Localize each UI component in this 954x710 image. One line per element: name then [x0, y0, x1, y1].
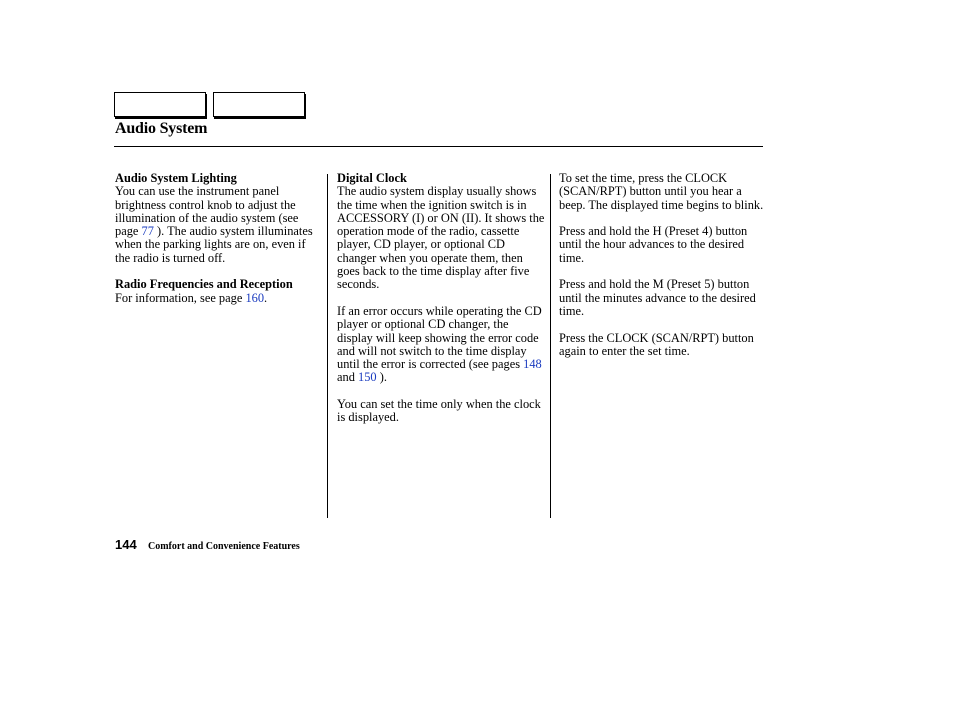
radio-info-period: .: [264, 290, 268, 305]
lighting-text-b: ). The audio system illuminates when the parking lights are on, even if the radio is turned off.: [115, 224, 313, 265]
radio-info-text: For information, see page: [115, 290, 243, 305]
page-number: 144: [115, 537, 137, 552]
set-time-step-4: Press the CLOCK (SCAN/RPT) button again to enter the set time.: [559, 330, 754, 358]
heading-digital-clock: Digital Clock: [337, 171, 407, 185]
header-tab-box-1: [114, 92, 206, 117]
section-name: Comfort and Convenience Features: [148, 541, 300, 552]
heading-radio-frequencies: Radio Frequencies and Reception: [115, 277, 293, 292]
page-link-148[interactable]: 148: [523, 357, 542, 372]
lighting-paragraph: [115, 185, 321, 265]
set-time-step-1: To set the time, press the CLOCK (SCAN/RPT) button until you hear a beep. The displayed time begins to blink.: [559, 171, 764, 212]
column-1: [115, 172, 321, 305]
set-time-step-3: Press and hold the M (Preset 5) button until the minutes advance to the desired time.: [559, 277, 756, 318]
page-link-77[interactable]: 77: [141, 224, 154, 239]
column-divider-2: [550, 174, 551, 518]
column-3: [559, 172, 764, 358]
error-text: If an error occurs while operating the CD player or optional CD changer, the display will keep showing the error code and will not switch to the time display until the error is corrected (see pages: [337, 303, 542, 372]
clock-display-paragraph: The audio system display usually shows the time when the ignition switch is in ACCESSORY (I) or ON (II). It shows the operation mode of the radio, cassette player, CD player, or optional CD changer when you operate them, then goes back to the time display after five seconds.: [337, 184, 545, 292]
page-link-150[interactable]: 150: [358, 370, 377, 385]
heading-audio-system-lighting: Audio System Lighting: [115, 171, 237, 185]
column-divider-1: [327, 174, 328, 518]
page-link-160[interactable]: 160: [245, 290, 265, 305]
error-and: and: [337, 370, 355, 385]
lighting-text-a: You can use the instrument panel brightness control knob to adjust the illumination of the audio system (see page: [115, 184, 299, 239]
radio-info-paragraph: [115, 292, 321, 305]
set-time-note: You can set the time only when the clock is displayed.: [337, 397, 541, 425]
error-paragraph: [337, 305, 545, 385]
header-tab-box-2: [213, 92, 305, 117]
set-time-step-2: Press and hold the H (Preset 4) button until the hour advances to the desired time.: [559, 224, 748, 265]
title-rule: [114, 146, 763, 147]
page-title: Audio System: [115, 120, 208, 137]
column-2: [337, 172, 545, 425]
error-close: ).: [379, 370, 387, 385]
